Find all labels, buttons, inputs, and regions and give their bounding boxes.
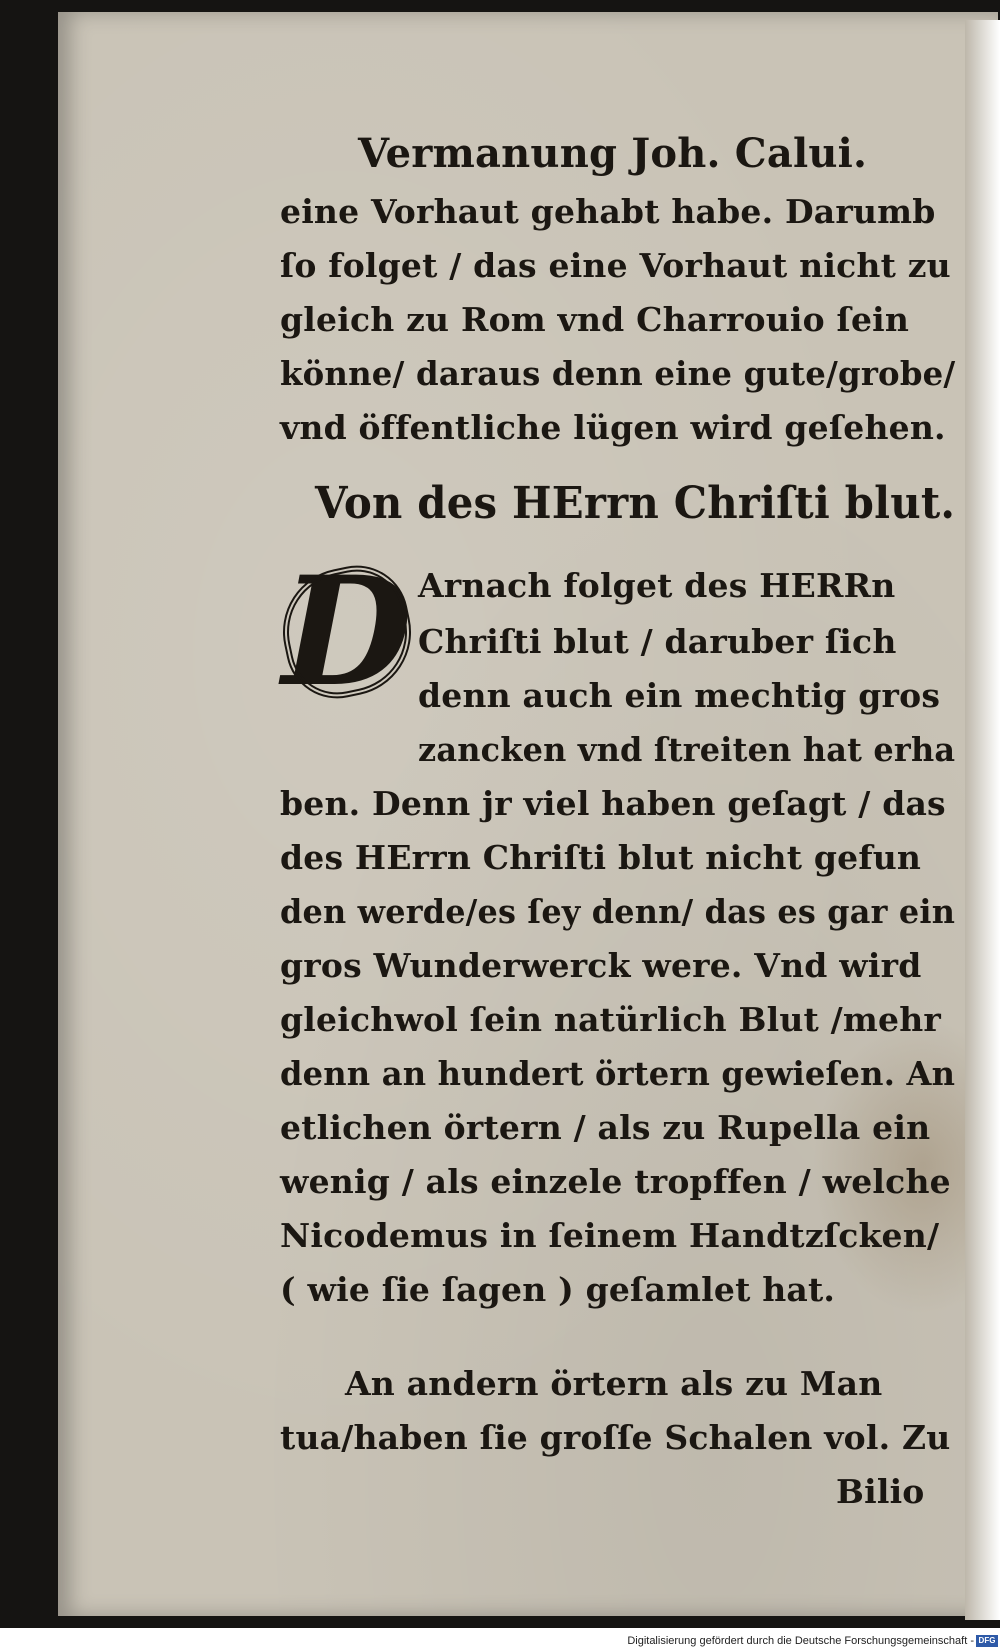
initial-letter: D xyxy=(281,544,413,720)
footer-bar xyxy=(0,1632,1000,1650)
text-line: ( wie ſie ſagen ) geſamlet hat. xyxy=(280,1270,836,1309)
text-line: denn auch ein mechtig gros xyxy=(418,676,941,715)
text-line: gros Wunderwerck were. Vnd wird xyxy=(280,946,922,985)
text-line: zancken vnd ſtreiten hat erha xyxy=(418,730,956,769)
text-line: denn an hundert örtern gewieſen. An xyxy=(280,1054,956,1093)
text-line: gleichwol ſein natürlich Blut /mehr xyxy=(280,1000,942,1039)
funding-credit: Digitalisierung gefördert durch die Deutsche Forschungsgemeinschaft - xyxy=(627,1635,974,1647)
text-line: eine Vorhaut gehabt habe. Darumb xyxy=(280,192,936,231)
running-header: Vermanung Joh. Calui. xyxy=(358,130,868,177)
text-line: Arnach folget des HERRn xyxy=(418,566,896,605)
text-line: ben. Denn jr viel haben geſagt / das xyxy=(280,784,946,823)
text-line: des HErrn Chriſti blut nicht gefun xyxy=(280,838,922,877)
text-line: Chriſti blut / daruber ſich xyxy=(418,622,897,661)
text-line: den werde/es ſey denn/ das es gar ein xyxy=(280,892,956,931)
text-line: An andern örtern als zu Man xyxy=(345,1364,883,1403)
page-edge xyxy=(965,20,1000,1620)
text-line: tua/haben ſie groſſe Schalen vol. Zu xyxy=(280,1418,951,1457)
catchword: Bilio xyxy=(836,1472,925,1511)
decorated-initial xyxy=(281,544,413,720)
text-line: etlichen örtern / als zu Rupella ein xyxy=(280,1108,931,1147)
text-line: gleich zu Rom vnd Charrouio ſein xyxy=(280,300,910,339)
text-line: könne/ daraus denn eine gute/grobe/ xyxy=(280,354,956,393)
text-line: wenig / als einzele tropffen / welche xyxy=(280,1162,951,1201)
text-line: Nicodemus in ſeinem Handtzſcken/ xyxy=(280,1216,940,1255)
section-heading: Von des HErrn Chriſti blut. xyxy=(315,478,956,529)
text-line: ſo folget / das eine Vorhaut nicht zu xyxy=(280,246,951,285)
text-line: vnd öffentliche lügen wird geſehen. xyxy=(280,408,946,447)
dfg-logo: DFG xyxy=(976,1635,998,1647)
